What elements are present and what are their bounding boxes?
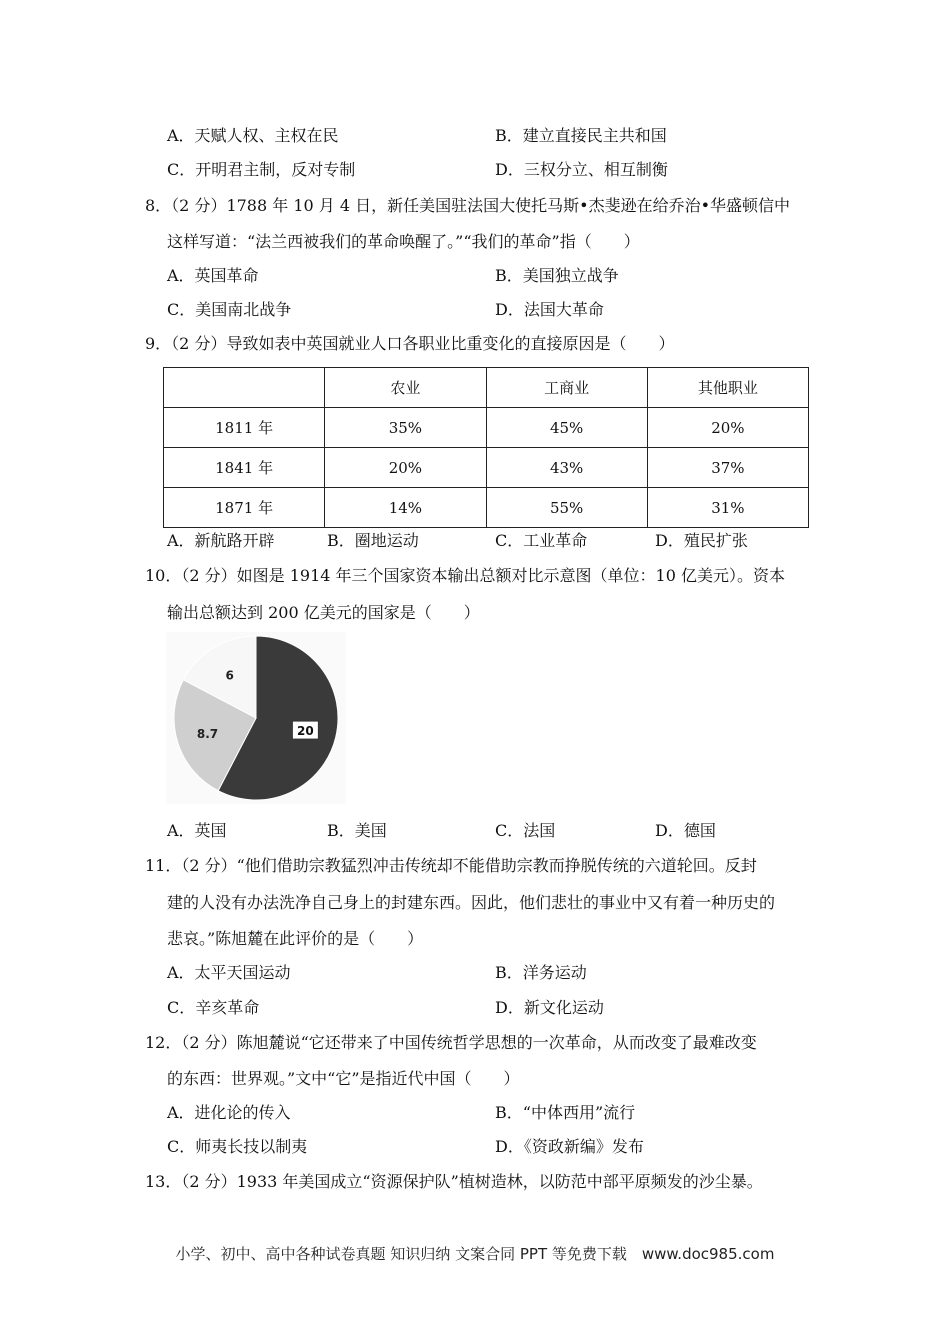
table-cell: 43% <box>486 448 647 488</box>
table-cell: 1871 年 <box>164 488 325 528</box>
q7-option-d: D．三权分立、相互制衡 <box>495 160 668 179</box>
pie-data-label: 6 <box>225 668 234 683</box>
table-cell: 45% <box>486 408 647 448</box>
q11-option-a: A．太平天国运动 <box>167 963 291 982</box>
q11-stem-line1: 11．（2 分）“他们借助宗教猛烈冲击传统却不能借助宗教而挣脱传统的六道轮回。反封 <box>145 856 757 875</box>
q13-stem-line1: 13．（2 分）1933 年美国成立“资源保护队”植树造林，以防范中部平原频发的沙尘暴。 <box>145 1172 763 1191</box>
table-cell: 1841 年 <box>164 448 325 488</box>
table-header-cell <box>164 368 325 408</box>
q9-option-b: B．圈地运动 <box>327 531 419 550</box>
q9-option-c: C．工业革命 <box>495 531 588 550</box>
capital-export-pie-chart <box>166 632 346 804</box>
table-header-row <box>164 368 809 408</box>
q12-option-c: C．师夷长技以制夷 <box>167 1137 308 1156</box>
q10-option-d: D．德国 <box>655 821 716 840</box>
q12-stem-line1: 12．（2 分）陈旭麓说“它还带来了中国传统哲学思想的一次革命，从而改变了最难改变 <box>145 1033 757 1052</box>
table-cell: 1811 年 <box>164 408 325 448</box>
q7-option-a: A．天赋人权、主权在民 <box>167 126 339 145</box>
q12-option-a: A．进化论的传入 <box>167 1103 291 1122</box>
q9-stem: 9．（2 分）导致如表中英国就业人口各职业比重变化的直接原因是（ ） <box>145 334 675 353</box>
employment-table <box>163 367 809 528</box>
q11-stem-line3: 悲哀。”陈旭麓在此评价的是（ ） <box>167 929 424 948</box>
q11-option-c: C．辛亥革命 <box>167 998 260 1017</box>
pie-data-label: 8.7 <box>196 727 219 742</box>
table-cell: 37% <box>647 448 808 488</box>
table-row <box>164 488 809 528</box>
table-header-cell: 工商业 <box>486 368 647 408</box>
page-footer: 小学、初中、高中各种试卷真题 知识归纳 文案合同 PPT 等免费下载 www.doc985.com <box>175 1245 775 1263</box>
table-cell: 20% <box>647 408 808 448</box>
q7-option-b: B．建立直接民主共和国 <box>495 126 667 145</box>
q8-stem-line1: 8．（2 分）1788 年 10 月 4 日，新任美国驻法国大使托马斯•杰斐逊在给乔治•华盛顿信中 <box>145 196 791 215</box>
table-cell: 14% <box>325 488 486 528</box>
table-cell: 55% <box>486 488 647 528</box>
q11-stem-line2: 建的人没有办法洗净自己身上的封建东西。因此，他们悲壮的事业中又有着一种历史的 <box>167 893 776 912</box>
q10-option-c: C．法国 <box>495 821 556 840</box>
q10-stem-line2: 输出总额达到 200 亿美元的国家是（ ） <box>167 603 480 622</box>
q8-option-c: C．美国南北战争 <box>167 300 292 319</box>
q10-option-b: B．美国 <box>327 821 387 840</box>
q12-option-b: B．“中体西用”流行 <box>495 1103 636 1122</box>
table-row <box>164 448 809 488</box>
q12-stem-line2: 的东西：世界观。”文中“它”是指近代中国（ ） <box>167 1069 520 1088</box>
table-cell: 20% <box>325 448 486 488</box>
pie-data-label: 20 <box>297 724 314 739</box>
table-header-cell: 农业 <box>325 368 486 408</box>
q7-option-c: C．开明君主制，反对专制 <box>167 160 356 179</box>
q10-stem-line1: 10．（2 分）如图是 1914 年三个国家资本输出总额对比示意图（单位：10 亿美元）。资本 <box>145 566 785 585</box>
q9-option-a: A．新航路开辟 <box>167 531 275 550</box>
q8-option-a: A．英国革命 <box>167 266 259 285</box>
table-header-cell: 其他职业 <box>647 368 808 408</box>
q8-stem-line2: 这样写道：“法兰西被我们的革命唤醒了。”“我们的革命”指（ ） <box>167 232 640 251</box>
q8-option-d: D．法国大革命 <box>495 300 604 319</box>
table-cell: 31% <box>647 488 808 528</box>
table-cell: 35% <box>325 408 486 448</box>
table-row <box>164 408 809 448</box>
q12-option-d: D．《资政新编》发布 <box>495 1137 644 1156</box>
q8-option-b: B．美国独立战争 <box>495 266 619 285</box>
q11-option-d: D．新文化运动 <box>495 998 604 1017</box>
q10-option-a: A．英国 <box>167 821 227 840</box>
q11-option-b: B．洋务运动 <box>495 963 587 982</box>
q9-option-d: D．殖民扩张 <box>655 531 748 550</box>
